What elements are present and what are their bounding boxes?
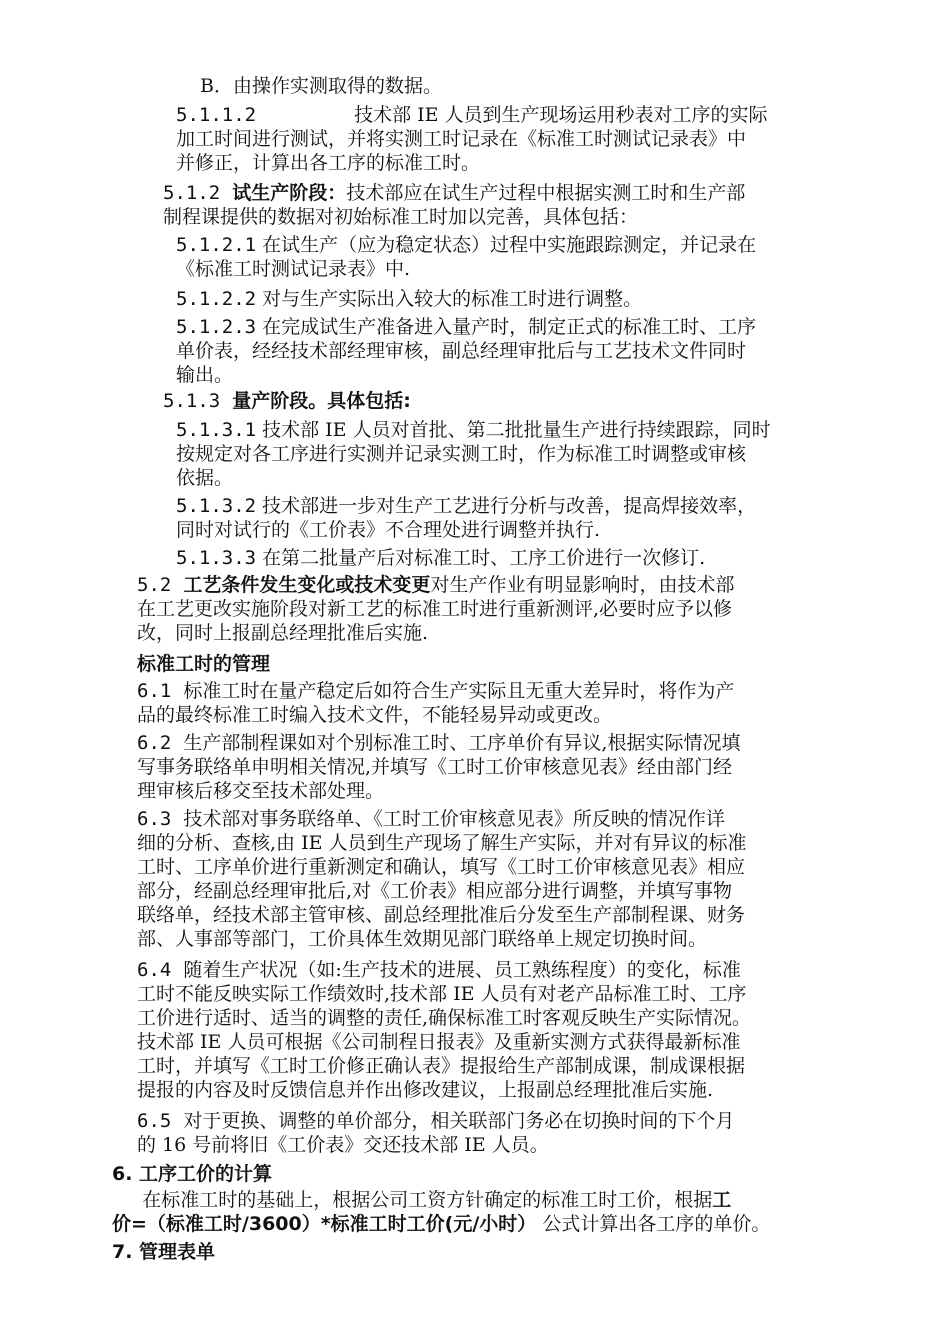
clause-number: 5.1.2.1 — [176, 234, 257, 256]
clause-6-2 — [137, 731, 867, 803]
clause-number: 6.3 — [137, 808, 172, 830]
clause-5-1-2-2 — [176, 287, 866, 311]
clause-text: 标准工时在量产稳定后如符合生产实际且无重大差异时，将作为产 — [183, 680, 735, 702]
clause-text: 改，同时上报副总经理批准后实施. — [137, 622, 429, 644]
clause-text: 输出。 — [176, 364, 234, 386]
clause-number: 5.1.1.2 — [176, 104, 257, 126]
clause-number: 5.1.3.1 — [176, 419, 257, 441]
clause-text: 技术部 IE 人员可根据《公司制程日报表》及重新实测方式获得最新标准 — [137, 1031, 741, 1053]
clause-number: 5.1.3 — [163, 390, 221, 412]
clause-text: 细的分析、查核,由 IE 人员到生产现场了解生产实际，并对有异议的标准 — [137, 832, 747, 854]
clause-text: 在第二批量产后对标准工时、工序工价进行一次修订. — [262, 547, 706, 569]
clause-5-1-2-1 — [176, 233, 866, 281]
clause-6-4 — [137, 958, 877, 1102]
clause-heading: 工艺条件发生变化或技术变更 — [183, 574, 431, 596]
section-heading-mgmt: 标准工时的管理 — [137, 653, 271, 675]
clause-5-1-2-3 — [176, 315, 866, 387]
clause-number: 5.1.2.3 — [176, 316, 257, 338]
clause-text: 在工艺更改实施阶段对新工艺的标准工时进行重新测评,必要时应予以修 — [137, 598, 733, 620]
clause-text: 部、人事部等部门，工价具体生效期见部门联络单上规定切换时间。 — [137, 928, 708, 950]
clause-text: 加工时间进行测试，并将实测工时记录在《标准工时测试记录表》中 — [176, 128, 747, 150]
clause-text: 写事务联络单申明相关情况,并填写《工时工价审核意见表》经由部门经 — [137, 756, 733, 778]
clause-text: 品的最终标准工时编入技术文件，不能轻易异动或更改。 — [137, 704, 613, 726]
formula-text: 价=（标准工时/3600）*标准工时工价(元/小时） — [112, 1213, 537, 1235]
body-text: 公式计算出各工序的单价。 — [542, 1213, 771, 1235]
body-text: 在标准工时的基础上，根据公司工资方针确定的标准工时工价，根据 — [142, 1189, 713, 1211]
clause-heading: 试生产阶段： — [232, 182, 347, 204]
clause-text: 工价进行适时、适当的调整的责任,确保标准工时客观反映生产实际情况。 — [137, 1007, 752, 1029]
clause-text: 并修正，计算出各工序的标准工时。 — [176, 152, 481, 174]
clause-number: 5.1.3.3 — [176, 547, 257, 569]
section-6-body — [112, 1188, 872, 1236]
section-heading-6: 6. 工序工价的计算 — [112, 1163, 273, 1185]
clause-number: 5.1.2.2 — [176, 288, 257, 310]
clause-text: 对生产作业有明显影响时，由技术部 — [430, 574, 735, 596]
clause-number: 6.1 — [137, 680, 172, 702]
clause-text: 技术部应在试生产过程中根据实测工时和生产部 — [346, 182, 746, 204]
clause-5-1-2 — [163, 181, 863, 229]
clause-text: 对与生产实际出入较大的标准工时进行调整。 — [262, 288, 643, 310]
clause-5-1-3-3 — [176, 546, 866, 570]
clause-text: 技术部进一步对生产工艺进行分析与改善，提高焊接效率， — [262, 495, 757, 517]
section-heading-7: 7. 管理表单 — [112, 1241, 216, 1263]
clause-text: 提报的内容及时反馈信息并作出修改建议，上报副总经理批准后实施. — [137, 1079, 714, 1101]
clause-5-1-3-2 — [176, 494, 866, 542]
clause-text: 技术部对事务联络单、《工时工价审核意见表》所反映的情况作详 — [183, 808, 725, 830]
list-item-b: B．由操作实测取得的数据。 — [200, 75, 442, 97]
clause-text: 技术部 IE 人员对首批、第二批批量生产进行持续跟踪，同时 — [262, 419, 771, 441]
clause-text: 工时，并填写《工时工价修正确认表》提报给生产部制成课，制成课根据 — [137, 1055, 746, 1077]
clause-5-2 — [137, 573, 867, 645]
clause-text: 工时不能反映实际工作绩效时,技术部 IE 人员有对老产品标准工时、工序 — [137, 983, 747, 1005]
clause-text: 在试生产（应为稳定状态）过程中实施跟踪测定，并记录在 — [262, 234, 757, 256]
clause-text: 工时、工序单价进行重新测定和确认，填写《工时工价审核意见表》相应 — [137, 856, 746, 878]
clause-number: 6.4 — [137, 959, 172, 981]
clause-text: 对于更换、调整的单价部分，相关联部门务必在切换时间的下个月 — [183, 1110, 735, 1132]
clause-text: 《标准工时测试记录表》中. — [176, 258, 411, 280]
formula-text: 工 — [712, 1189, 732, 1211]
clause-5-1-3 — [163, 389, 863, 413]
clause-text: 理审核后移交至技术部处理。 — [137, 780, 385, 802]
clause-text: 在完成试生产准备进入量产时，制定正式的标准工时、工序 — [262, 316, 757, 338]
clause-6-3 — [137, 807, 872, 951]
clause-text: 随着生产状况（如:生产技术的进展、员工熟练程度）的变化，标准 — [183, 959, 741, 981]
clause-5-1-1-2 — [176, 103, 866, 175]
clause-text: 按规定对各工序进行实测并记录实测工时，作为标准工时调整或审核 — [176, 443, 747, 465]
clause-text: 同时对试行的《工价表》不合理处进行调整并执行. — [176, 519, 601, 541]
clause-number: 5.1.3.2 — [176, 495, 257, 517]
clause-number: 5.2 — [137, 574, 172, 596]
clause-6-1 — [137, 679, 867, 727]
clause-5-1-3-1 — [176, 418, 866, 490]
clause-text: 部分，经副总经理审批后,对《工价表》相应部分进行调整，并填写事物 — [137, 880, 733, 902]
clause-6-5 — [137, 1109, 867, 1157]
clause-heading: 量产阶段。具体包括: — [232, 390, 411, 412]
clause-text: 技术部 IE 人员到生产现场运用秒表对工序的实际 — [354, 104, 768, 126]
clause-text: 生产部制程课如对个别标准工时、工序单价有异议,根据实际情况填 — [183, 732, 741, 754]
clause-text: 制程课提供的数据对初始标准工时加以完善，具体包括： — [163, 206, 639, 228]
clause-text: 依据。 — [176, 467, 234, 489]
clause-text: 的 16 号前将旧《工价表》交还技术部 IE 人员。 — [137, 1134, 549, 1156]
clause-number: 6.5 — [137, 1110, 172, 1132]
clause-text: 联络单，经技术部主管审核、副总经理批准后分发至生产部制程课、财务 — [137, 904, 746, 926]
clause-text: 单价表，经经技术部经理审核，副总经理审批后与工艺技术文件同时 — [176, 340, 747, 362]
clause-number: 6.2 — [137, 732, 172, 754]
clause-number: 5.1.2 — [163, 182, 221, 204]
